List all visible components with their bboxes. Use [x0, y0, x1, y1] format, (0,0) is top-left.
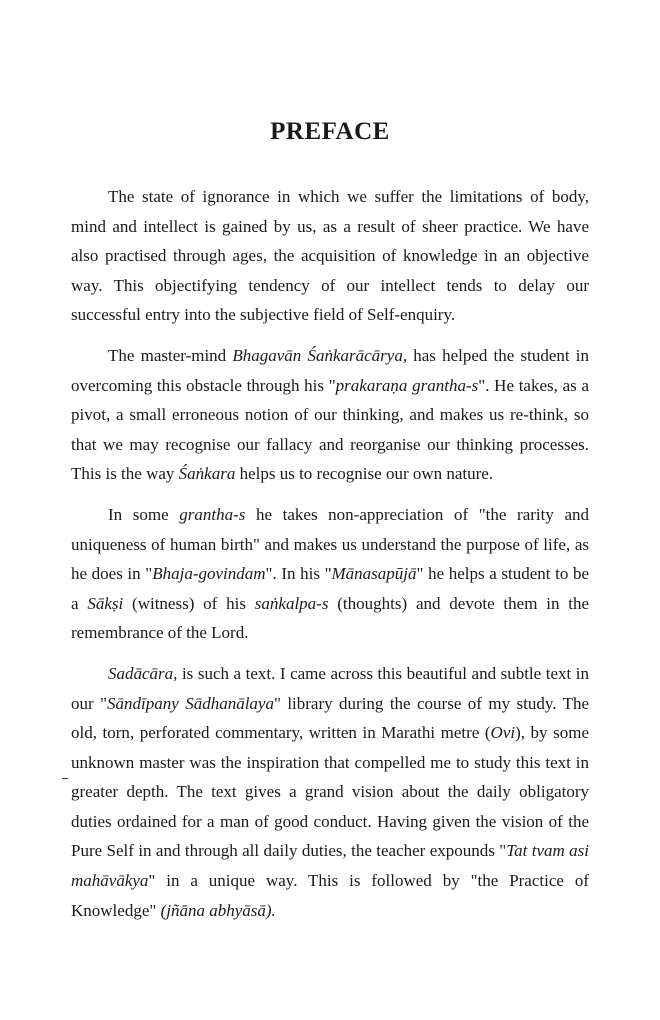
italic-term: Tat tvam asi mahāvākya [71, 841, 589, 891]
text-run: " library during the course of my study. The old, torn, perforated commentary, written in Marathi metre ( [71, 693, 589, 743]
text-run: (witness) of his [123, 593, 255, 613]
text-run: ". He takes, as a pivot, a small erroneous notion of our thinking, and makes us re-think, so that we may recognise our fallacy and reorganise our thinking processes. This is the way [71, 375, 589, 484]
italic-term: grantha-s [179, 504, 246, 524]
margin-mark [62, 778, 68, 779]
text-run: ), by some unknown master was the inspiration that compelled me to study this text in greater depth. The text gives a grand vision about the daily obligatory duties ordained for a man of good conduct. Having given the vision of the Pure Self in and through all daily duties, the teacher expounds " [71, 723, 589, 861]
italic-term: Śaṅkara [178, 464, 236, 484]
page-title: PREFACE [270, 118, 390, 145]
text-run: helps us to recognise our own nature. [235, 464, 494, 484]
text-run: The master-mind [108, 345, 233, 365]
text-run: ". In his " [265, 564, 332, 584]
italic-term: (jñāna abhyāsā). [160, 900, 276, 920]
italic-term: Bhagavān Śaṅkarācārya, [232, 345, 408, 365]
text-run: The state of ignorance in which we suffer the limitations of body, mind and intellect is gained by us, as a result of sheer practice. We have also practised through ages, the acquisition of knowledge in an objective way. This objectifying tendency of our intellect tends to delay our successful entry into the subjective field of Self-enquiry. [71, 187, 589, 325]
preface-body [71, 182, 589, 925]
italic-term: saṅkalpa-s [254, 593, 329, 613]
text-run: is such a text. I came across this beautiful and subtle text in our " [71, 663, 589, 713]
text-run: (thoughts) and devote them in the remembrance of the Lord. [71, 593, 590, 643]
paragraph [71, 500, 589, 648]
italic-term: Sākṣi [87, 593, 124, 613]
italic-term: Sadācāra, [108, 663, 178, 683]
text-run: In some [108, 504, 180, 524]
italic-term: Ovi [490, 723, 516, 743]
paragraph [71, 182, 589, 330]
paragraph [71, 659, 589, 925]
italic-term: Sāndīpany Sādhanālaya [107, 693, 274, 713]
text-run: " he helps a student to be a [71, 564, 589, 613]
paragraph [71, 341, 589, 489]
italic-term: Mānasapūjā [331, 564, 417, 584]
text-run: he takes non-appreciation of "the rarity and uniqueness of human birth" and makes us understand the purpose of life, as he does in " [71, 504, 589, 584]
italic-term: Bhaja-govindam [152, 564, 266, 584]
text-run: has helped the student in overcoming this obstacle through his " [71, 345, 589, 395]
italic-term: prakaraṇa grantha-s [335, 375, 479, 395]
text-run: " in a unique way. This is followed by "the Practice of Knowledge" [71, 871, 589, 920]
